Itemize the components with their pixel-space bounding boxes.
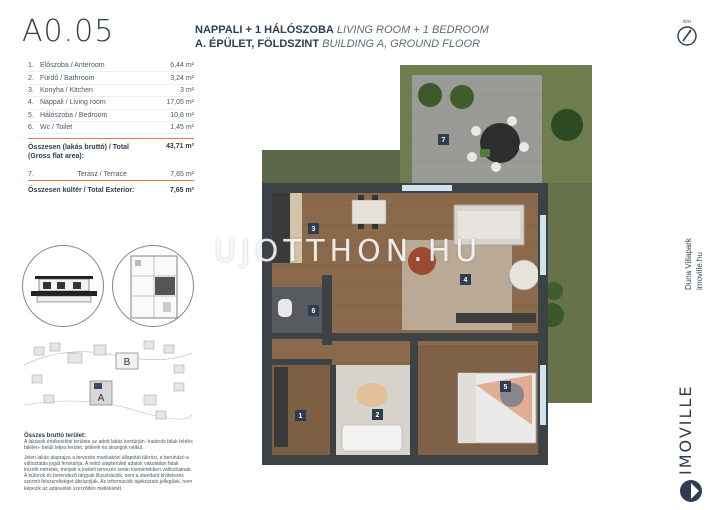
- brand-logo-icon: [678, 478, 704, 504]
- room-row: 5. Hálószoba / Bedroom 10,8 m²: [28, 110, 194, 122]
- floor-key-plan-thumb: [112, 245, 194, 327]
- rooms-table: [28, 60, 194, 194]
- building-line: [195, 38, 480, 50]
- plant-icon: [450, 85, 474, 109]
- room-badge-5: 5: [503, 384, 508, 391]
- project-website: imoville.hu: [695, 252, 704, 290]
- notes-title: Összes bruttó terület:: [24, 433, 87, 439]
- plant-icon: [418, 83, 442, 107]
- site-label-a: A: [97, 393, 105, 404]
- room-row: 2. Fürdő / Bathroom 3,24 m²: [28, 72, 194, 84]
- room-row: 3. Konyha / Kitchen 3 m²: [28, 85, 194, 97]
- notes-p1: A lakások értékesítési területe az adott lakás kontúrján -határoló falak bérlés falélén- belüli teljes terület, pillérek és strangok nélkül.: [24, 439, 193, 452]
- unit-code: A0.05: [22, 14, 115, 49]
- notes: [24, 433, 194, 492]
- project-name: Duna Villapark: [684, 238, 693, 290]
- room-badge-7: 7: [441, 137, 446, 144]
- site-plan: [24, 335, 192, 430]
- watermark: UJOTTHON.HU: [214, 234, 483, 269]
- room-badge-1: 1: [298, 413, 303, 420]
- exterior-total: [28, 187, 194, 194]
- exterior-total-area: 7,65 m²: [169, 187, 194, 195]
- gross-total-label: Összesen (lakás bruttó) / Total (Gross flat area):: [28, 144, 130, 161]
- room-badge-2: 2: [375, 412, 380, 419]
- building-hu: A. ÉPÜLET, FÖLDSZINT: [195, 38, 320, 50]
- brand-name: IMOVILLE: [676, 384, 695, 475]
- notes-p2: Jelen lakás alaprajza a tervezés munkaközi állapotát tükrözi, a beruházó a változtatás jogát fenntartja. A nettó alapterületi adatok vakolatlan falak közötti méretek, melyek a kiviteli tervezés során kismértékben változhatnak. A bútorok és berendező tárgyak illusztrációk, nem a standard kivitelezés szerinti felszereltséget ábrázolják. Az információk tájékoztató jellegűek, nem képezik az adásvételi szerződés mellékletét.: [24, 454, 193, 492]
- building-en: BUILDING A, GROUND FLOOR: [322, 38, 481, 50]
- gross-total-area: 43,71 m²: [165, 143, 194, 151]
- terrace-row: 7. Terasz / Terrace 7,65 m²: [28, 169, 194, 181]
- plant-icon: [551, 109, 583, 141]
- compass-icon: [676, 17, 698, 47]
- site-label-b: B: [123, 357, 131, 368]
- exterior-total-label: Összesen kültér / Total Exterior:: [28, 187, 135, 195]
- room-badge-6: 6: [311, 308, 316, 315]
- title-en: LIVING ROOM + 1 BEDROOM: [336, 24, 489, 36]
- title-line: [195, 24, 489, 36]
- room-badge-4: 4: [463, 277, 468, 284]
- title-hu: NAPPALI + 1 HÁLÓSZOBA: [195, 24, 334, 36]
- room-row: 1. Előszoba / Anteroom 6,44 m²: [28, 60, 194, 72]
- room-row: 6. Wc / Toilet 1,45 m²: [28, 122, 194, 134]
- room-row: 4. Nappali / Living room 17,05 m²: [28, 97, 194, 109]
- room-badge-3: 3: [311, 226, 316, 233]
- building-elevation-thumb: [22, 245, 104, 327]
- compass-label: É/N: [683, 19, 691, 24]
- gross-total: [28, 138, 194, 161]
- project-side-text: [684, 190, 714, 300]
